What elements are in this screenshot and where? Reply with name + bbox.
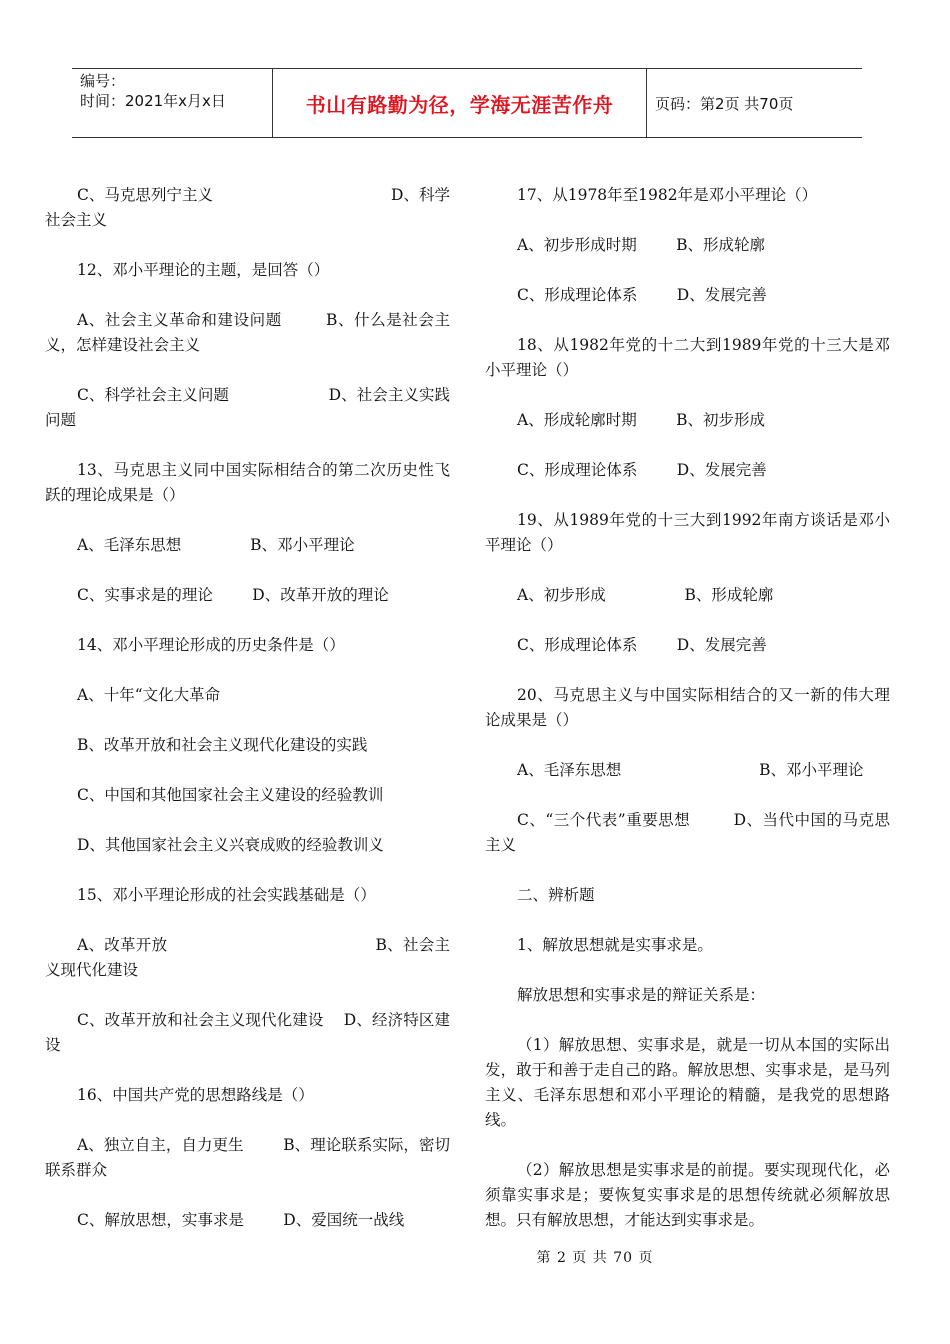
page-header bbox=[72, 68, 862, 138]
section-heading: 二、辨析题 bbox=[517, 886, 595, 904]
paragraph: A、社会主义革命和建设问题 B、什么是社会主义，怎样建设社会主义 bbox=[45, 311, 450, 354]
paragraph: A、形成轮廓时期 B、初步形成 bbox=[517, 411, 766, 429]
paragraph: A、改革开放 B、社会主义现代化建设 bbox=[45, 936, 450, 979]
paragraph: A、独立自主，自力更生 B、理论联系实际，密切联系群众 bbox=[45, 1136, 450, 1179]
paragraph: C、改革开放和社会主义现代化建设 D、经济特区建设 bbox=[45, 1011, 450, 1054]
header-time: 时间：2021年x月x日 bbox=[80, 92, 226, 110]
paragraph: C、实事求是的理论 D、改革开放的理论 bbox=[77, 586, 389, 604]
paragraph: B、改革开放和社会主义现代化建设的实践 bbox=[77, 736, 368, 754]
paragraph: （1）解放思想、实事求是，就是一切从本国的实际出发，敢于和善于走自己的路。解放思想、实事求是，是马列主义、毛泽东思想和邓小平理论的精髓，是我党的思想路线。 bbox=[485, 1036, 890, 1129]
paragraph: 解放思想和实事求是的辩证关系是： bbox=[517, 986, 766, 1004]
header-page-info: 页码：第2页 共70页 bbox=[655, 94, 794, 113]
paragraph: C、形成理论体系 D、发展完善 bbox=[517, 636, 767, 654]
paragraph: A、毛泽东思想 B、邓小平理论 bbox=[517, 761, 864, 779]
paragraph: C、“三个代表”重要思想 D、当代中国的马克思主义 bbox=[485, 811, 890, 854]
paragraph: A、毛泽东思想 B、邓小平理论 bbox=[77, 536, 355, 554]
paragraph: C、形成理论体系 D、发展完善 bbox=[517, 461, 767, 479]
paragraph: 17、从1978年至1982年是邓小平理论（） bbox=[517, 186, 818, 204]
paragraph: D、其他国家社会主义兴衰成败的经验教训义 bbox=[77, 836, 384, 854]
paragraph: A、十年“文化大革命 bbox=[77, 686, 221, 704]
right-column bbox=[485, 183, 890, 1258]
header-motto: 书山有路勤为径，学海无涯苦作舟 bbox=[273, 69, 647, 137]
left-column bbox=[45, 183, 450, 1258]
paragraph: A、初步形成 B、形成轮廓 bbox=[517, 586, 774, 604]
paragraph: （2）解放思想是实事求是的前提。要实现现代化，必须靠实事求是；要恢复实事求是的思想传统就必须解放思想。只有解放思想，才能达到实事求是。 bbox=[485, 1161, 890, 1229]
paragraph: 12、邓小平理论的主题，是回答（） bbox=[77, 261, 330, 279]
paragraph: C、马克思列宁主义 D、科学社会主义 bbox=[45, 186, 450, 229]
paragraph: C、中国和其他国家社会主义建设的经验教训 bbox=[77, 786, 384, 804]
paragraph: 15、邓小平理论形成的社会实践基础是（） bbox=[77, 886, 376, 904]
paragraph: 16、中国共产党的思想路线是（） bbox=[77, 1086, 314, 1104]
paragraph: C、形成理论体系 D、发展完善 bbox=[517, 286, 767, 304]
page-footer: 第 2 页 共 70 页 bbox=[536, 1250, 654, 1266]
paragraph: 18、从1982年党的十二大到1989年党的十三大是邓小平理论（） bbox=[485, 336, 890, 379]
header-meta bbox=[72, 69, 273, 137]
paragraph: 13、马克思主义同中国实际相结合的第二次历史性飞跃的理论成果是（） bbox=[45, 461, 450, 504]
header-number: 编号： bbox=[80, 72, 126, 90]
paragraph: 20、马克思主义与中国实际相结合的又一新的伟大理论成果是（） bbox=[485, 686, 890, 729]
paragraph: 14、邓小平理论形成的历史条件是（） bbox=[77, 636, 345, 654]
paragraph: 1、解放思想就是实事求是。 bbox=[517, 936, 713, 954]
paragraph: C、科学社会主义问题 D、社会主义实践问题 bbox=[45, 386, 450, 429]
paragraph: 19、从1989年党的十三大到1992年南方谈话是邓小平理论（） bbox=[485, 511, 890, 554]
paragraph: C、解放思想，实事求是 D、爱国统一战线 bbox=[77, 1211, 405, 1229]
paragraph: A、初步形成时期 B、形成轮廓 bbox=[517, 236, 766, 254]
